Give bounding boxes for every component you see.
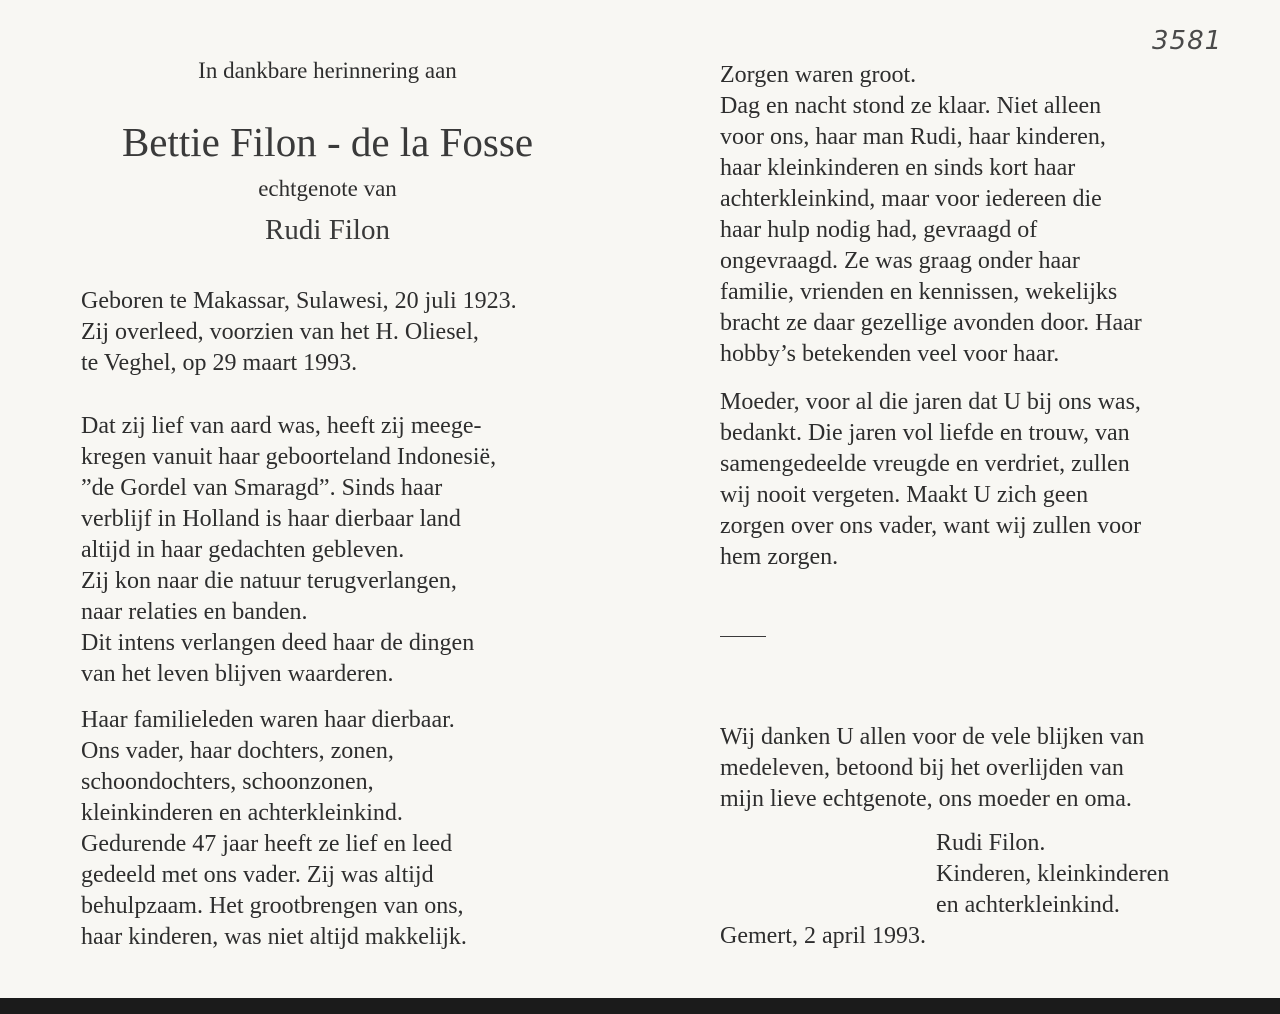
text-line: altijd in haar gedachten gebleven. [81,537,405,563]
text-line: Haar familieleden waren haar dierbaar. [81,707,455,733]
text-line: wij nooit vergeten. Maakt U zich geen [720,482,1089,508]
text-line: Dit intens verlangen deed haar de dingen [81,630,475,656]
text-line: ”de Gordel van Smaragd”. Sinds haar [81,475,443,501]
text-line: hem zorgen. [720,544,839,570]
deceased-name: Bettie Filon - de la Fosse [121,119,534,165]
text-line: Dat zij lief van aard was, heeft zij meege- [81,413,482,439]
text-line: kleinkinderen en achterkleinkind. [81,800,403,826]
left-paragraph-2 [81,705,467,953]
text-line: bracht ze daar gezellige avonden door. Haar [720,310,1142,336]
text-line: Ons vader, haar dochters, zonen, [81,738,394,764]
text-line: ongevraagd. Ze was graag onder haar [720,248,1080,274]
text-line: haar kinderen, was niet altijd makkelijk. [81,924,467,950]
text-line: bedankt. Die jaren vol liefde en trouw, van [720,420,1130,446]
text-line: te Veghel, op 29 maart 1993. [81,350,358,376]
text-line: van het leven blijven waarderen. [81,661,394,687]
text-line: mijn lieve echtgenote, ons moeder en oma. [720,786,1132,812]
spouse-label: echtgenote van [258,176,397,201]
intro-text: In dankbare herinnering aan [198,58,457,83]
text-line: Dag en nacht stond ze klaar. Niet alleen [720,93,1102,119]
place-date: Gemert, 2 april 1993. [720,923,926,949]
text-line: schoondochters, schoonzonen, [81,769,374,795]
signature-line: Kinderen, kleinkinderen [936,861,1170,887]
text-line: haar hulp nodig had, gevraagd of [720,217,1038,243]
scan-edge [0,998,1280,1014]
spouse-name: Rudi Filon [265,214,390,246]
text-line: voor ons, haar man Rudi, haar kinderen, [720,124,1106,150]
right-paragraph-1 [720,60,1142,370]
text-line: naar relaties en banden. [81,599,308,625]
text-line: behulpzaam. Het grootbrengen van ons, [81,893,464,919]
signature-block [936,828,1169,921]
text-line: Zorgen waren groot. [720,62,917,88]
text-line: Moeder, voor al die jaren dat U bij ons was, [720,389,1141,415]
thanks-paragraph [720,722,1144,815]
text-line: Zij overleed, voorzien van het H. Oliesel, [81,319,479,345]
text-line: Geboren te Makassar, Sulawesi, 20 juli 1923. [81,288,517,314]
text-line: Zij kon naar die natuur terugverlangen, [81,568,457,594]
birth-death-paragraph [81,286,517,379]
text-line: Gedurende 47 jaar heeft ze lief en leed [81,831,453,857]
text-line: haar kleinkinderen en sinds kort haar [720,155,1076,181]
text-line: kregen vanuit haar geboorteland Indonesië, [81,444,497,470]
text-line: samengedeelde vreugde en verdriet, zullen [720,451,1130,477]
text-line: verblijf in Holland is haar dierbaar land [81,506,461,532]
text-line: zorgen over ons vader, want wij zullen voor [720,513,1142,539]
text-line: familie, vrienden en kennissen, wekelijks [720,279,1118,305]
text-line: medeleven, betoond bij het overlijden van [720,755,1124,781]
right-paragraph-2 [720,387,1141,573]
text-line: Wij danken U allen voor de vele blijken van [720,724,1145,750]
text-line: hobby’s betekenden veel voor haar. [720,341,1060,367]
signature-line: en achterkleinkind. [936,892,1120,918]
handwritten-annotation: 3581 [1152,26,1223,56]
divider-line [720,636,766,637]
signature-line: Rudi Filon. [936,830,1046,856]
text-line: achterkleinkind, maar voor iedereen die [720,186,1102,212]
left-paragraph-1 [81,411,496,690]
text-line: gedeeld met ons vader. Zij was altijd [81,862,434,888]
